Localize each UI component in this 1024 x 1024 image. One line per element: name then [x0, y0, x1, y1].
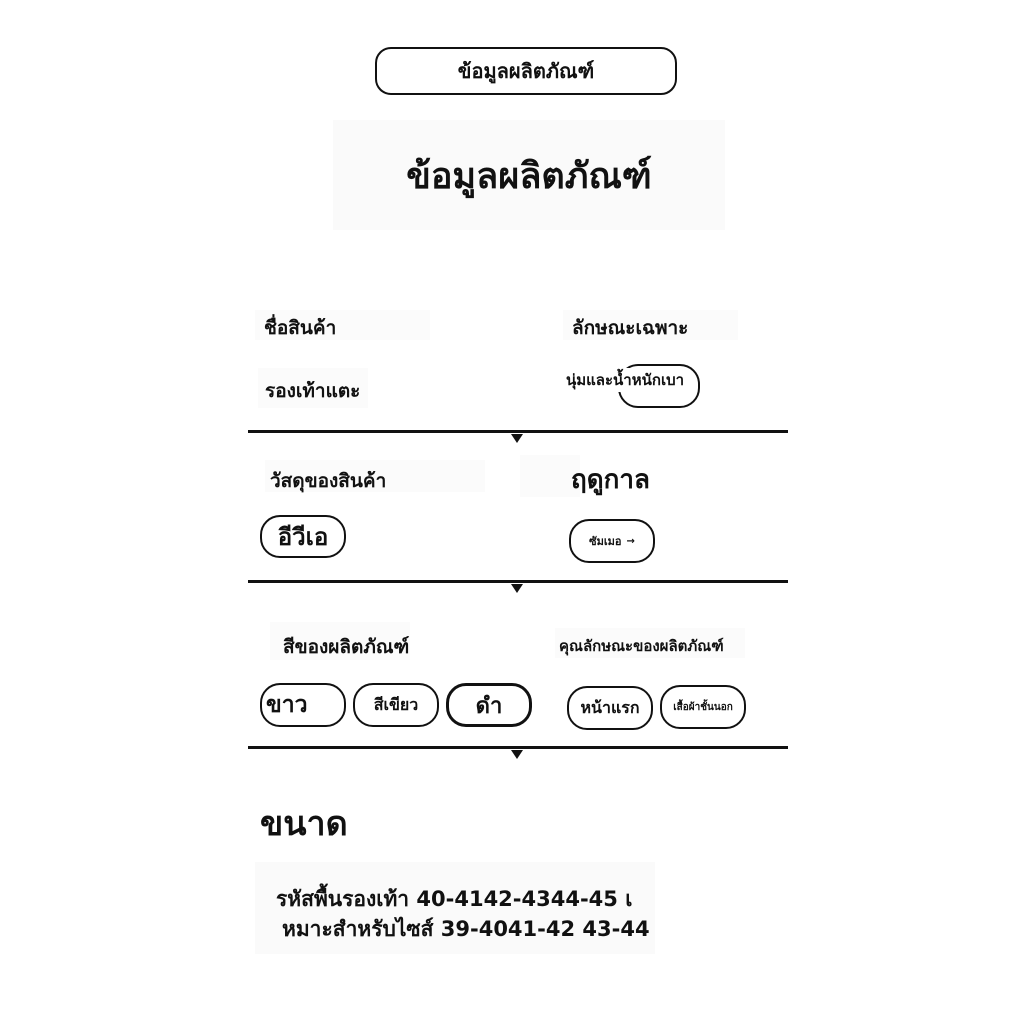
caret-down-icon-3	[511, 750, 523, 759]
color-option-green[interactable]	[353, 683, 439, 727]
caret-down-icon-1	[511, 434, 523, 443]
size-line-2: หมาะสำหรับไซส์ 39-4041-42 43-44	[282, 917, 650, 941]
attribute-option-home[interactable]	[567, 686, 653, 730]
material-chip[interactable]	[260, 515, 346, 558]
divider-1	[248, 430, 788, 433]
header-pill-title: ข้อมูลผลิตภัณฑ์	[457, 59, 595, 83]
size-line-1: รหัสพื้นรองเท้า 40-4142-4344-45 เ	[276, 887, 633, 911]
color-option-white-label: ขาว	[266, 692, 308, 718]
color-option-black[interactable]	[446, 683, 532, 727]
hero-title-box	[333, 120, 725, 230]
attribute-option-outerwear[interactable]	[660, 685, 746, 729]
header-pill	[375, 47, 677, 95]
feature-label: ลักษณะเฉพาะ	[572, 317, 689, 339]
product-name-value: รองเท้าแตะ	[265, 380, 361, 402]
page-title: ข้อมูลผลิตภัณฑ์	[406, 155, 652, 197]
color-option-white[interactable]	[260, 683, 346, 727]
color-option-black-label: ดำ	[475, 693, 503, 719]
attribute-option-outerwear-label: เสื้อผ้าชั้นนอก	[673, 701, 733, 713]
divider-2	[248, 580, 788, 583]
caret-down-icon-2	[511, 584, 523, 593]
attribute-option-home-label: หน้าแรก	[580, 697, 640, 717]
divider-3	[248, 746, 788, 749]
season-chip[interactable]	[569, 519, 655, 563]
color-option-green-label: สีเขียว	[373, 694, 419, 714]
season-value: ซัมเมอ	[589, 535, 622, 548]
material-label: วัสดุของสินค้า	[270, 470, 387, 492]
attribute-label: คุณลักษณะของผลิตภัณฑ์	[559, 637, 724, 655]
arrow-right-icon: →	[626, 535, 635, 547]
feature-value: นุ่มและน้ำหนักเบา	[566, 368, 684, 392]
size-label: ขนาด	[260, 804, 348, 844]
color-label: สีของผลิตภัณฑ์	[283, 636, 410, 658]
product-name-label: ชื่อสินค้า	[264, 317, 337, 339]
size-description	[276, 884, 650, 944]
material-value: อีวีเอ	[277, 523, 329, 551]
season-label: ฤดูกาล	[571, 465, 650, 495]
